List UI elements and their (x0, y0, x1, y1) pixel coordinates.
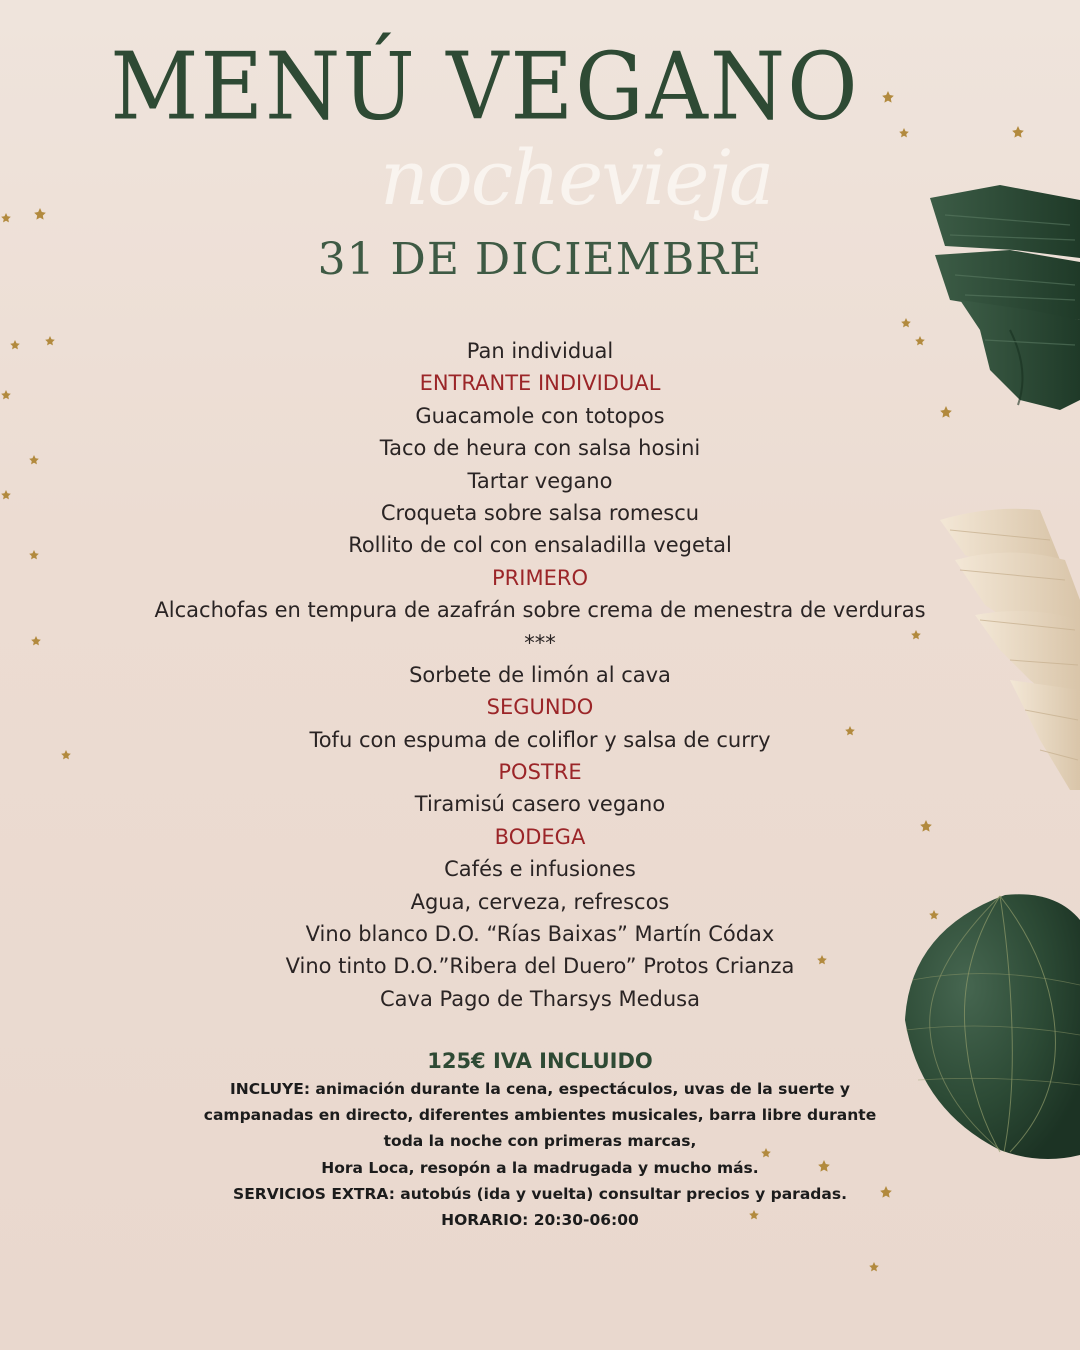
menu-section-heading: PRIMERO (492, 565, 588, 590)
price-label: 125€ IVA INCLUIDO (427, 1049, 653, 1073)
pricing-block (160, 1046, 920, 1233)
menu-list (0, 335, 1080, 1015)
menu-item: Taco de heura con salsa hosini (379, 436, 701, 461)
included-note-line: campanadas en directo, diferentes ambientes musicales, barra libre durante (203, 1106, 877, 1125)
menu-section-heading: ENTRANTE INDIVIDUAL (419, 371, 661, 396)
menu-item: Guacamole con totopos (415, 403, 665, 428)
event-script-title: nochevieja (380, 133, 773, 222)
included-note-line: Hora Loca, resopón a la madrugada y mucho más. (321, 1158, 759, 1177)
menu-section-heading: BODEGA (494, 824, 586, 849)
menu-item: Tofu con espuma de coliflor y salsa de curry (309, 727, 771, 752)
menu-item: Pan individual (466, 339, 614, 363)
menu-item: Cafés e infusiones (444, 857, 636, 882)
included-note-line: SERVICIOS EXTRA: autobús (ida y vuelta) consultar precios y paradas. (233, 1184, 847, 1203)
menu-title: MENÚ VEGANO (110, 32, 860, 141)
included-notes (160, 1076, 920, 1233)
menu-section-heading: POSTRE (498, 760, 582, 785)
menu-item: Tiramisú casero vegano (414, 792, 666, 817)
menu-item: Sorbete de limón al cava (409, 662, 671, 687)
menu-item: Vino blanco D.O. “Rías Baixas” Martín Códax (305, 922, 775, 947)
menu-item: *** (524, 630, 556, 655)
included-note-line: HORARIO: 20:30-06:00 (441, 1211, 639, 1230)
menu-item: Croqueta sobre salsa romescu (380, 500, 700, 525)
menu-item: Agua, cerveza, refrescos (410, 889, 670, 914)
menu-item: Alcachofas en tempura de azafrán sobre crema de menestra de verduras (154, 598, 926, 623)
menu-item: Tartar vegano (467, 468, 613, 493)
menu-item: Cava Pago de Tharsys Medusa (380, 986, 700, 1011)
menu-item: Vino tinto D.O.”Ribera del Duero” Protos Crianza (285, 954, 795, 979)
menu-item: Rollito de col con ensaladilla vegetal (348, 533, 732, 558)
menu-section-heading: SEGUNDO (486, 695, 594, 720)
included-note-line: toda la noche con primeras marcas, (383, 1132, 697, 1151)
event-date: 31 DE DICIEMBRE (317, 234, 763, 285)
included-note-line: INCLUYE: animación durante la cena, espectáculos, uvas de la suerte y (230, 1080, 850, 1098)
